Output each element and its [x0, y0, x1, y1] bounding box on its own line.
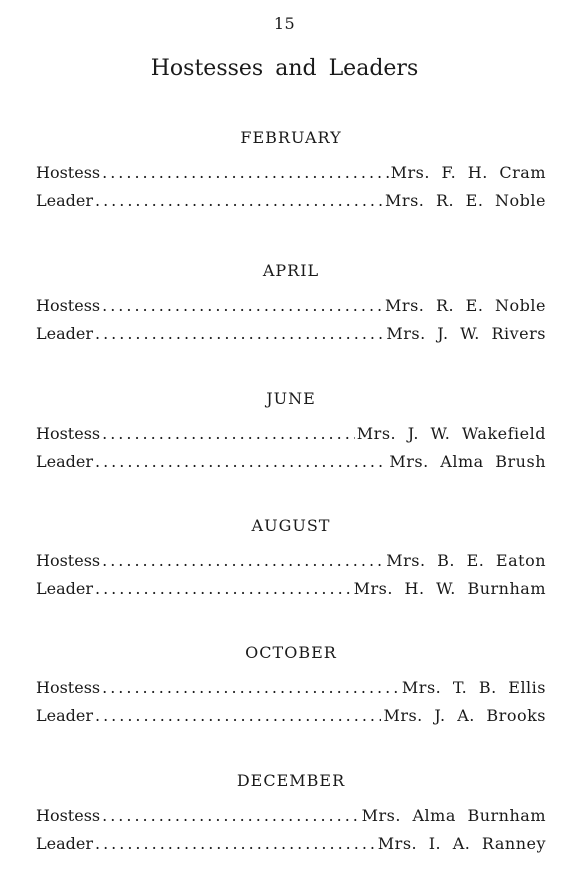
- role-label: Leader: [36, 579, 93, 598]
- role-label: Hostess: [36, 163, 101, 182]
- page-number: 15: [273, 14, 296, 33]
- hostess-name: Mrs. F. H. Cram: [390, 163, 546, 182]
- month-heading: FEBRUARY: [240, 128, 342, 147]
- dot-leader: [95, 575, 352, 603]
- leader-row: [36, 575, 546, 603]
- leader-row: [36, 320, 546, 348]
- hostess-row: [36, 802, 546, 830]
- dot-leader: [95, 320, 384, 348]
- section-october: [36, 643, 546, 730]
- leader-row: [36, 702, 546, 730]
- dot-leader: [95, 448, 387, 476]
- role-label: Hostess: [36, 678, 101, 697]
- hostess-row: [36, 292, 546, 320]
- dot-leader: [102, 802, 359, 830]
- month-heading: APRIL: [262, 261, 320, 280]
- hostess-name: Mrs. B. E. Eaton: [386, 551, 546, 570]
- month-heading: OCTOBER: [245, 643, 337, 662]
- dot-leader: [95, 187, 383, 215]
- leader-name: Mrs. J. W. Rivers: [386, 324, 546, 343]
- dot-leader: [95, 702, 381, 730]
- role-label: Leader: [36, 834, 93, 853]
- month-heading: JUNE: [266, 389, 316, 408]
- section-december: [36, 771, 546, 858]
- leader-name: Mrs. R. E. Noble: [385, 191, 546, 210]
- hostess-row: [36, 420, 546, 448]
- hostess-name: Mrs. R. E. Noble: [385, 296, 546, 315]
- role-label: Leader: [36, 191, 93, 210]
- role-label: Hostess: [36, 424, 101, 443]
- role-label: Leader: [36, 452, 93, 471]
- leader-row: [36, 448, 546, 476]
- leader-row: [36, 830, 546, 858]
- dot-leader: [95, 830, 376, 858]
- leader-name: Mrs. I. A. Ranney: [377, 834, 546, 853]
- role-label: Leader: [36, 706, 93, 725]
- month-heading: DECEMBER: [236, 771, 346, 790]
- dot-leader: [102, 159, 388, 187]
- leader-name: Mrs. H. W. Burnham: [353, 579, 546, 598]
- section-august: [36, 516, 546, 603]
- section-april: [36, 261, 546, 348]
- leader-row: [36, 187, 546, 215]
- section-february: [36, 128, 546, 215]
- hostess-name: Mrs. J. W. Wakefield: [356, 424, 546, 443]
- hostess-row: [36, 547, 546, 575]
- dot-leader: [102, 547, 384, 575]
- hostess-row: [36, 674, 546, 702]
- month-heading: AUGUST: [251, 516, 331, 535]
- dot-leader: [102, 292, 383, 320]
- hostess-name: Mrs. Alma Burnham: [361, 806, 546, 825]
- leader-name: Mrs. Alma Brush: [389, 452, 546, 471]
- role-label: Leader: [36, 324, 93, 343]
- page-title: Hostesses and Leaders: [150, 56, 419, 81]
- section-june: [36, 389, 546, 476]
- role-label: Hostess: [36, 551, 101, 570]
- hostess-row: [36, 159, 546, 187]
- hostess-name: Mrs. T. B. Ellis: [401, 678, 546, 697]
- leader-name: Mrs. J. A. Brooks: [383, 706, 546, 725]
- dot-leader: [102, 420, 355, 448]
- role-label: Hostess: [36, 806, 101, 825]
- role-label: Hostess: [36, 296, 101, 315]
- dot-leader: [102, 674, 400, 702]
